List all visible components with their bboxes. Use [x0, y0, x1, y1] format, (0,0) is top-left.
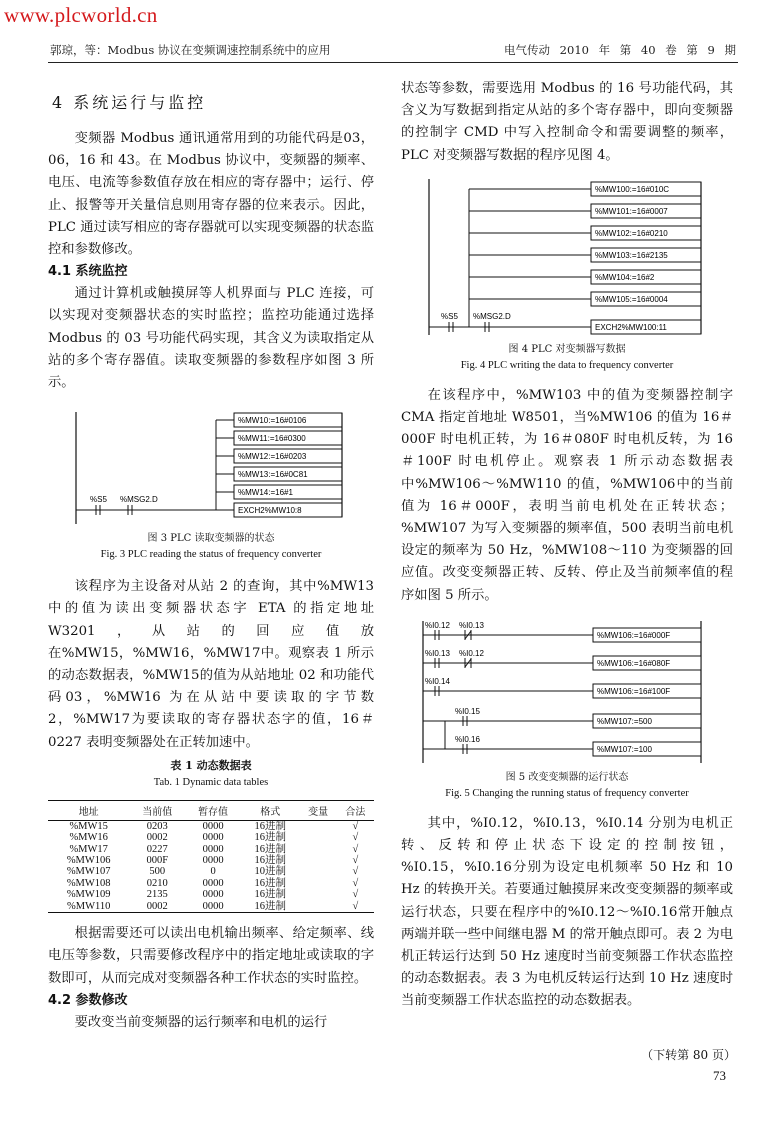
- figure-4-caption-en: Fig. 4 PLC writing the data to frequency converter: [460, 359, 674, 371]
- table-row: [48, 855, 374, 866]
- fig3-block-1-label: %MW11:=16#0300: [238, 434, 306, 444]
- section-4-2-paragraph: 要改变当前变频器的运行频率和电机的运行: [74, 1014, 328, 1030]
- cell-temp: 0000: [202, 843, 224, 855]
- fig5-rung-3: [423, 707, 701, 728]
- post-table-paragraph: 根据需要还可以读出电机输出频率、给定频率、线电压等参数，只需要修改程序中的指定地址或读取的字数即可，从而完成对变频器各种工作状态的实时监控。: [48, 926, 374, 986]
- cell-address: %MW15: [69, 820, 108, 832]
- right-paragraph-1: 状态等参数，需要选用 Modbus 的 16 号功能代码，其含义为写数据到指定从站的多个寄存器中，即向变频器的控制字 CMD 中写入控制命令和需要调整的频率，PLC 对变频器写数据的程序见图 4。: [401, 81, 733, 163]
- fig4-block-5-label: %MW105:=16#0004: [595, 294, 668, 304]
- section-4-1-heading: 4.1 系统监控: [48, 264, 128, 280]
- fig4-block-5: [469, 292, 701, 306]
- cell-variable: [300, 844, 337, 855]
- fig3-block-4-label: %MW14:=16#1: [238, 488, 293, 498]
- table-row: [48, 866, 374, 877]
- cell-valid: √: [352, 866, 359, 878]
- fig3-explanation-paragraph: 该程序为主设备对从站 2 的查询，其中%MW13中的值为读出变频器状态字 ETA 的指定地址 W3201，从站的回应值放在%MW15，%MW16，%MW17中。观察表 1 所示的动态数据表，%MW15的值为从站地址 02 和功能代码03，%MW16 为在从站中要读取的字节数 2，%MW17为要读取的寄存器状态字的值，16＃0227 表明变频器处在正转加速中。: [48, 579, 374, 750]
- table-row: [48, 844, 374, 855]
- cell-valid: √: [352, 843, 359, 855]
- fig5-rung-1: [423, 649, 701, 670]
- table-row: [48, 820, 374, 832]
- cell-format: 10进制: [254, 866, 287, 878]
- cell-format: 16进制: [254, 855, 287, 867]
- fig5-rung-0: [423, 621, 701, 642]
- fig3-block-3-label: %MW13:=16#0C81: [238, 470, 308, 480]
- cell-address: %MW106: [66, 855, 111, 867]
- continued-note: （下转第 80 页）: [641, 1048, 736, 1062]
- table-row: [48, 889, 374, 900]
- fig4-block-6-label: EXCH2%MW100:11: [595, 322, 667, 332]
- right-paragraph-3: 其中，%I0.12，%I0.13，%I0.14 分别为电机正转、反转和停止状态下设定的控制按钮，%I0.15，%I0.16分别为设定电机频率 50 Hz 和 10 Hz 的转换开关。若要通过触摸屏来改变变频器的频率或运行状态，只要在程序中的%I0.12～%I0.16常开触点两端并联一些中间继电器 M 的常开触点即可。表 2 为电机正转运行达到 50 Hz 速度时当前变频器工作状态监控的动态数据表。表 3 为电机反转运行达到 10 Hz 速度时当前变频器工作状态监控的动态数据表。: [401, 815, 733, 1009]
- cell-temp: 0000: [202, 832, 224, 844]
- fig3-block-2: [216, 449, 342, 463]
- fig5-rung-3-block: %MW107:=500: [597, 716, 652, 726]
- cell-variable: [300, 889, 337, 900]
- cell-variable: [300, 820, 337, 832]
- table-header-row: [48, 800, 374, 820]
- cell-address: %MW110: [48, 901, 129, 913]
- fig5-rung-4-block: %MW107:=100: [597, 744, 652, 754]
- section-4-1-paragraph: 通过计算机或触摸屏等人机界面与 PLC 连接，可以实现对变频器状态的实时监控；监控功能通过选择 Modbus 的 03 号功能代码实现，其含义为读取指定从站的多个寄存器值。读取变频器的参数程序如图 3 所示。: [48, 286, 374, 391]
- cell-format: 16进制: [254, 832, 287, 844]
- cell-current: 000F: [146, 855, 169, 867]
- cell-current: 500: [149, 866, 166, 878]
- cell-variable: [300, 901, 337, 913]
- col-header-temp: 暂存值: [185, 800, 241, 820]
- cell-variable: [300, 866, 337, 877]
- left-column: [48, 78, 374, 1034]
- cell-variable: [300, 878, 337, 889]
- fig4-contact-msg: %MSG2.D: [473, 311, 511, 321]
- figure-5-caption-cn: 图 5 改变变频器的运行状态: [505, 771, 629, 783]
- table-row: [48, 832, 374, 843]
- table-1-title-cn: 表 1 动态数据表: [170, 758, 252, 772]
- fig4-block-2: [469, 226, 701, 240]
- col-header-valid: 合法: [337, 800, 374, 820]
- fig5-rung-0-block: %MW106:=16#000F: [597, 630, 671, 640]
- running-header-title: 郭琼，等：Modbus 协议在变频调速控制系统中的应用: [50, 43, 331, 57]
- fig4-block-3-label: %MW103:=16#2135: [595, 250, 668, 260]
- col-header-current: 当前值: [129, 800, 185, 820]
- cell-variable: [300, 855, 337, 866]
- fig5-rung-1-block: %MW106:=16#080F: [597, 658, 671, 668]
- figure-3: [48, 406, 374, 564]
- fig3-block-0: [216, 413, 342, 427]
- figure-4-caption-cn: 图 4 PLC 对变频器写数据: [508, 343, 626, 355]
- figure-5-caption-en: Fig. 5 Changing the running status of frequency converter: [445, 787, 689, 799]
- table-row: [48, 878, 374, 889]
- header-rule: [48, 62, 738, 63]
- cell-valid: √: [352, 820, 359, 832]
- cell-address: %MW109: [66, 889, 111, 901]
- figure-3-caption-en: Fig. 3 PLC reading the status of frequency converter: [100, 549, 322, 561]
- fig5-rung-4-contact-a: %I0.16: [455, 734, 480, 744]
- cell-valid: √: [337, 901, 374, 913]
- cell-current: 2135: [146, 889, 168, 901]
- section-4-paragraph: 变频器 Modbus 通讯通常用到的功能代码是03，06，16 和 43。在 Modbus 协议中，变频器的频率、电压、电流等参数值存放在相应的寄存器中；运行、停止、报警等开关量信息则用寄存器的位来表示。因此，PLC 通过读写相应的寄存器就可以实现变频器的状态监控和参数修改。: [48, 131, 374, 258]
- cell-format: 16进制: [254, 889, 287, 901]
- figure-5: [401, 617, 733, 803]
- cell-temp: 0: [210, 866, 216, 878]
- figure-4: [401, 175, 733, 375]
- site-watermark: www.plcworld.cn: [4, 3, 158, 27]
- cell-current: 0210: [146, 877, 168, 889]
- cell-format: 16进制: [254, 877, 287, 889]
- fig3-block-5: [234, 503, 342, 517]
- cell-address: %MW107: [66, 866, 111, 878]
- cell-format: 16进制: [241, 901, 300, 913]
- cell-temp: 0000: [185, 901, 241, 913]
- cell-valid: √: [352, 889, 359, 901]
- figure-3-ladder-diagram: [48, 406, 374, 526]
- fig5-rung-1-contact-a: %I0.13: [425, 648, 450, 658]
- cell-valid: √: [352, 855, 359, 867]
- col-header-address: 地址: [48, 800, 129, 820]
- fig3-block-3: [216, 467, 342, 481]
- fig4-block-0: [469, 182, 701, 196]
- fig4-block-4: [469, 270, 701, 284]
- fig4-block-4-label: %MW104:=16#2: [595, 272, 655, 282]
- col-header-format: 格式: [241, 800, 300, 820]
- fig4-block-1-label: %MW101:=16#0007: [595, 206, 668, 216]
- cell-temp: 0000: [202, 855, 224, 867]
- fig3-contact-s5: %S5: [90, 495, 107, 505]
- fig4-block-3: [469, 248, 701, 262]
- fig3-block-0-label: %MW10:=16#0106: [238, 416, 307, 426]
- col-header-variable: 变量: [300, 800, 337, 820]
- fig5-rung-0-contact-a: %I0.12: [425, 620, 450, 630]
- cell-format: 16进制: [254, 820, 287, 832]
- fig5-rung-2: [423, 677, 701, 698]
- figure-5-ladder-diagram: [401, 617, 733, 765]
- cell-current: 0002: [129, 901, 185, 913]
- fig4-block-1: [469, 204, 701, 218]
- fig4-block-6: [591, 320, 701, 334]
- figure-3-caption-cn: 图 3 PLC 读取变频器的状态: [147, 533, 275, 545]
- cell-current: 0203: [146, 820, 168, 832]
- section-4-heading: 4 系统运行与监控: [52, 93, 207, 112]
- cell-current: 0227: [146, 843, 168, 855]
- fig3-block-5-label: EXCH2%MW10:8: [238, 506, 302, 516]
- fig4-contact-s5: %S5: [441, 311, 458, 321]
- table-1-title-en: Tab. 1 Dynamic data tables: [153, 776, 269, 788]
- cell-address: %MW108: [66, 877, 111, 889]
- fig3-block-4: [216, 485, 342, 499]
- cell-address: %MW17: [69, 843, 108, 855]
- fig5-rung-3-contact-a: %I0.15: [455, 706, 480, 716]
- table-1: [48, 758, 374, 913]
- cell-format: 16进制: [254, 843, 287, 855]
- cell-valid: √: [352, 877, 359, 889]
- running-header-journal: 电气传动 2010 年 第 40 卷 第 9 期: [504, 43, 736, 57]
- cell-current: 0002: [146, 832, 168, 844]
- cell-temp: 0000: [202, 889, 224, 901]
- page-number: 73: [713, 1068, 726, 1083]
- fig5-rung-0-contact-b: %I0.13: [459, 620, 484, 630]
- fig3-block-1: [216, 431, 342, 445]
- fig4-block-0-label: %MW100:=16#010C: [595, 184, 670, 194]
- fig5-rung-2-block: %MW106:=16#100F: [597, 686, 671, 696]
- cell-variable: [300, 832, 337, 843]
- figure-4-ladder-diagram: [401, 175, 733, 337]
- fig5-rung-2-contact-a: %I0.14: [425, 676, 450, 686]
- fig5-rung-1-contact-b: %I0.12: [459, 648, 484, 658]
- cell-temp: 0000: [202, 820, 224, 832]
- table-row: [48, 901, 374, 913]
- right-paragraph-2: 在该程序中，%MW103 中的值为变频器控制字 CMA 指定首地址 W8501，当%MW106 的值为 16＃000F 时电机正转，为 16＃080F 时电机反转，为 16＃100F 时电机停止。观察表 1 所示动态数据表中%MW106～%MW110 的值，%MW106中的当前值为 16＃000F，表明当前电机处在正转状态；%MW107 为写入变频器的频率值，500 表明当前电机设定的频率为 50 Hz，%MW108～110 为变频器的回应值。改变变频器正转、反转、停止及当前频率值的程序如图 5 所示。: [401, 387, 733, 603]
- right-column: [401, 78, 733, 1013]
- fig3-contact-msg: %MSG2.D: [120, 495, 158, 505]
- section-4-2-heading: 4.2 参数修改: [48, 992, 128, 1008]
- fig3-block-2-label: %MW12:=16#0203: [238, 452, 307, 462]
- cell-valid: √: [352, 832, 359, 844]
- fig4-block-2-label: %MW102:=16#0210: [595, 228, 668, 238]
- cell-temp: 0000: [202, 877, 224, 889]
- dynamic-data-table: [48, 800, 374, 913]
- cell-address: %MW16: [69, 832, 108, 844]
